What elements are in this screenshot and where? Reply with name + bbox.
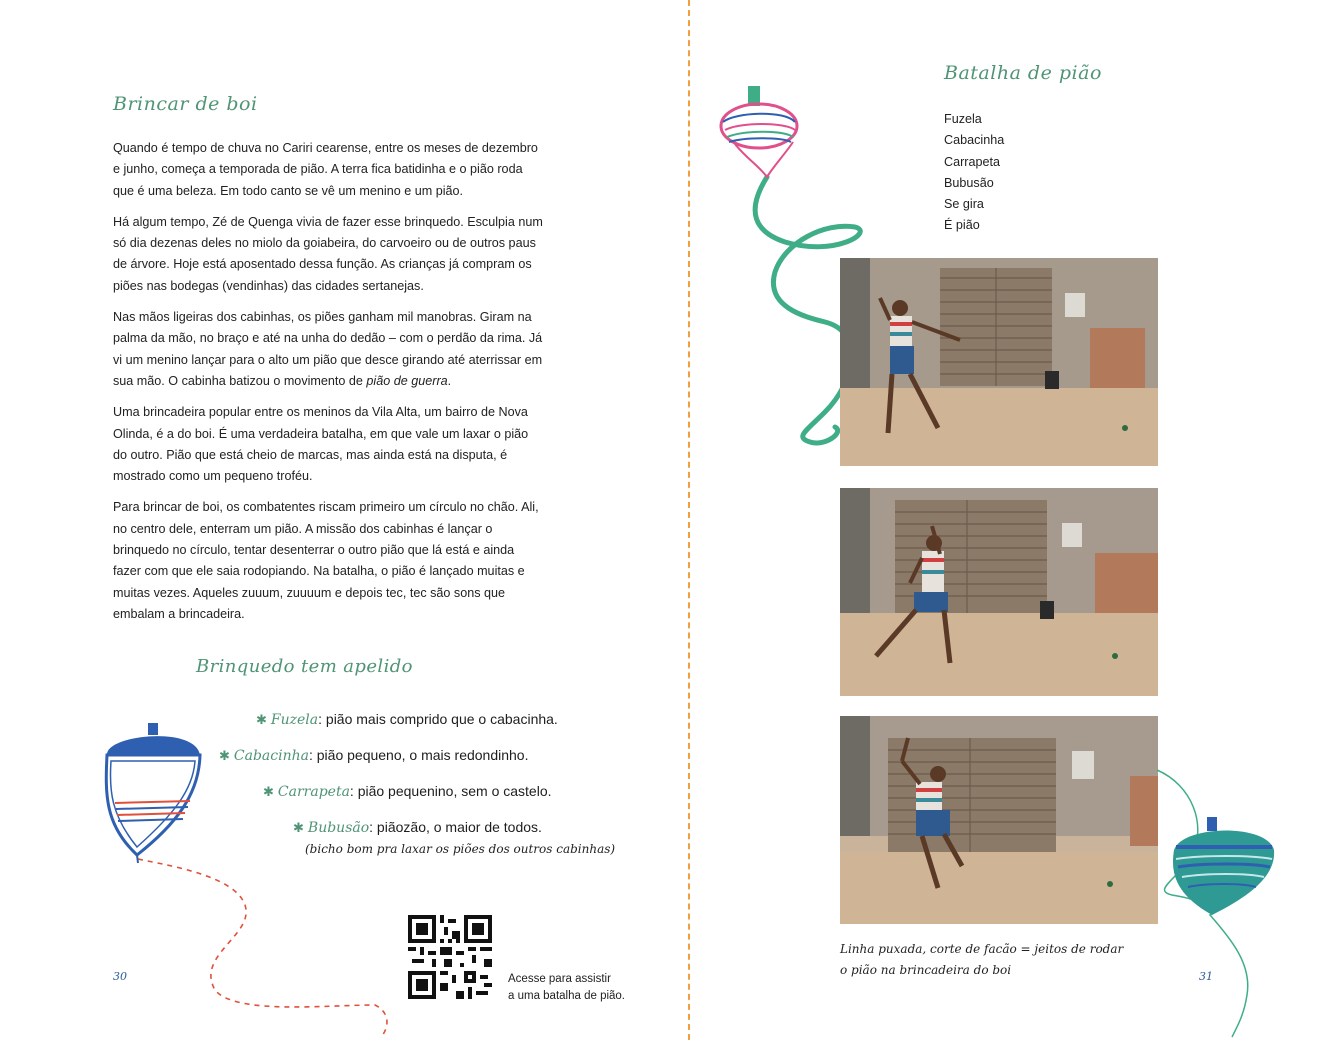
poem-line: Carrapeta (944, 154, 1001, 169)
poem (944, 109, 1004, 237)
paragraph-3 (113, 307, 545, 392)
section-heading-brincar-de-boi: Brincar de boi (113, 93, 258, 115)
page-number-left: 30 (113, 970, 127, 983)
paragraph-2: Há algum tempo, Zé de Quenga vivia de fazer esse brinquedo. Esculpia num só dia dezenas deles no miolo da goiabeira, do carvoeiro ou de outros paus de árvore. Hoje está aposentado dessa função. As crianças já compram os piões nas bodegas (vendinhas) das cidades sertanejas. (113, 214, 543, 293)
nickname-term: Cabacinha (233, 748, 309, 764)
star-bullet-icon: ✱ (293, 820, 304, 835)
qr-caption-line-1: Acesse para assistir (508, 973, 611, 985)
paragraph-1: Quando é tempo de chuva no Cariri cearense, entre os meses de dezembro e junho, começa a temporada de pião. A terra fica batidinha e o pião roda que é uma beleza. Em todo canto se vê um menino e um pião. (113, 141, 538, 198)
qr-caption-line-2: a uma batalha de pião. (508, 990, 626, 1002)
page-number-right: 31 (1199, 970, 1213, 983)
body-text (113, 138, 545, 635)
paragraph-5: Para brincar de boi, os combatentes riscam primeiro um círculo no chão. Ali, no centro dele, enterram um pião. A missão dos cabinhas é lançar o brinquedo no círculo, tentar desenterrar o outro pião que lá está e ainda fazer com que ele saia rodopiando. Na batalha, o pião é lançado muitas e muitas vezes. Aqueles zuuum, zuuuum e depois tec, tec são sons que embalam a brincadeira. (113, 500, 539, 621)
section-heading-batalha-de-piao: Batalha de pião (944, 62, 1102, 84)
paragraph-3-italic: pião de guerra (366, 373, 448, 388)
subheading-brinquedo-tem-apelido: Brinquedo tem apelido (196, 656, 413, 677)
qr-code[interactable] (408, 915, 492, 999)
poem-line: Se gira (944, 197, 984, 212)
blue-spinning-top-illustration (95, 715, 395, 1040)
photo-boy-throwing (840, 488, 1158, 696)
poem-line: Fuzela (944, 112, 982, 126)
paragraph-3-end: . (447, 373, 452, 388)
teal-spinning-top-illustration (1152, 765, 1292, 1040)
star-bullet-icon: ✱ (219, 748, 230, 763)
caption-line-1: Linha puxada, corte de facão = jeitos de rodar (840, 942, 1124, 956)
photo-boy-spinning (840, 716, 1158, 924)
photo-caption (840, 939, 1160, 981)
caption-line-2: o pião na brincadeira do boi (840, 963, 1012, 977)
nickname-desc: : pião pequenino, sem o castelo. (349, 783, 552, 799)
nickname-desc: : piãozão, o maior de todos. (369, 819, 542, 835)
nickname-desc: : pião mais comprido que o cabacinha. (318, 711, 558, 727)
nickname-term: Carrapeta (277, 784, 350, 800)
right-page (690, 0, 1323, 1040)
poem-line: Cabacinha (944, 133, 1005, 148)
paragraph-4: Uma brincadeira popular entre os meninos da Vila Alta, um bairro de Nova Olinda, é a do boi. É uma verdadeira batalha, em que vale um laxar o pião do outro. Pião que está cheio de marcas, mas ainda está na disputa, é mostrado como um pequeno troféu. (113, 405, 529, 484)
nickname-note: (bicho bom pra laxar os piões dos outros cabinhas) (305, 842, 616, 856)
poem-line: É pião (944, 218, 980, 233)
qr-caption (508, 971, 625, 1005)
star-bullet-icon: ✱ (263, 784, 274, 799)
paragraph-3-text: Nas mãos ligeiras dos cabinhas, os piões ganham mil manobras. Giram na palma da mão, no braço e até na unha do dedão – com o perdão da rima. Já vi um menino lançar para o alto um pião que desce girando até aterrissar em sua mão. O cabinha batizou o movimento de (113, 310, 543, 388)
star-bullet-icon: ✱ (256, 712, 267, 727)
nickname-term: Bubusão (307, 820, 370, 836)
photo-boy-winding-up (840, 258, 1158, 466)
poem-line: Bubusão (944, 175, 994, 190)
nickname-desc: : pião pequeno, o mais redondinho. (308, 747, 529, 763)
nickname-term: Fuzela (270, 712, 319, 728)
